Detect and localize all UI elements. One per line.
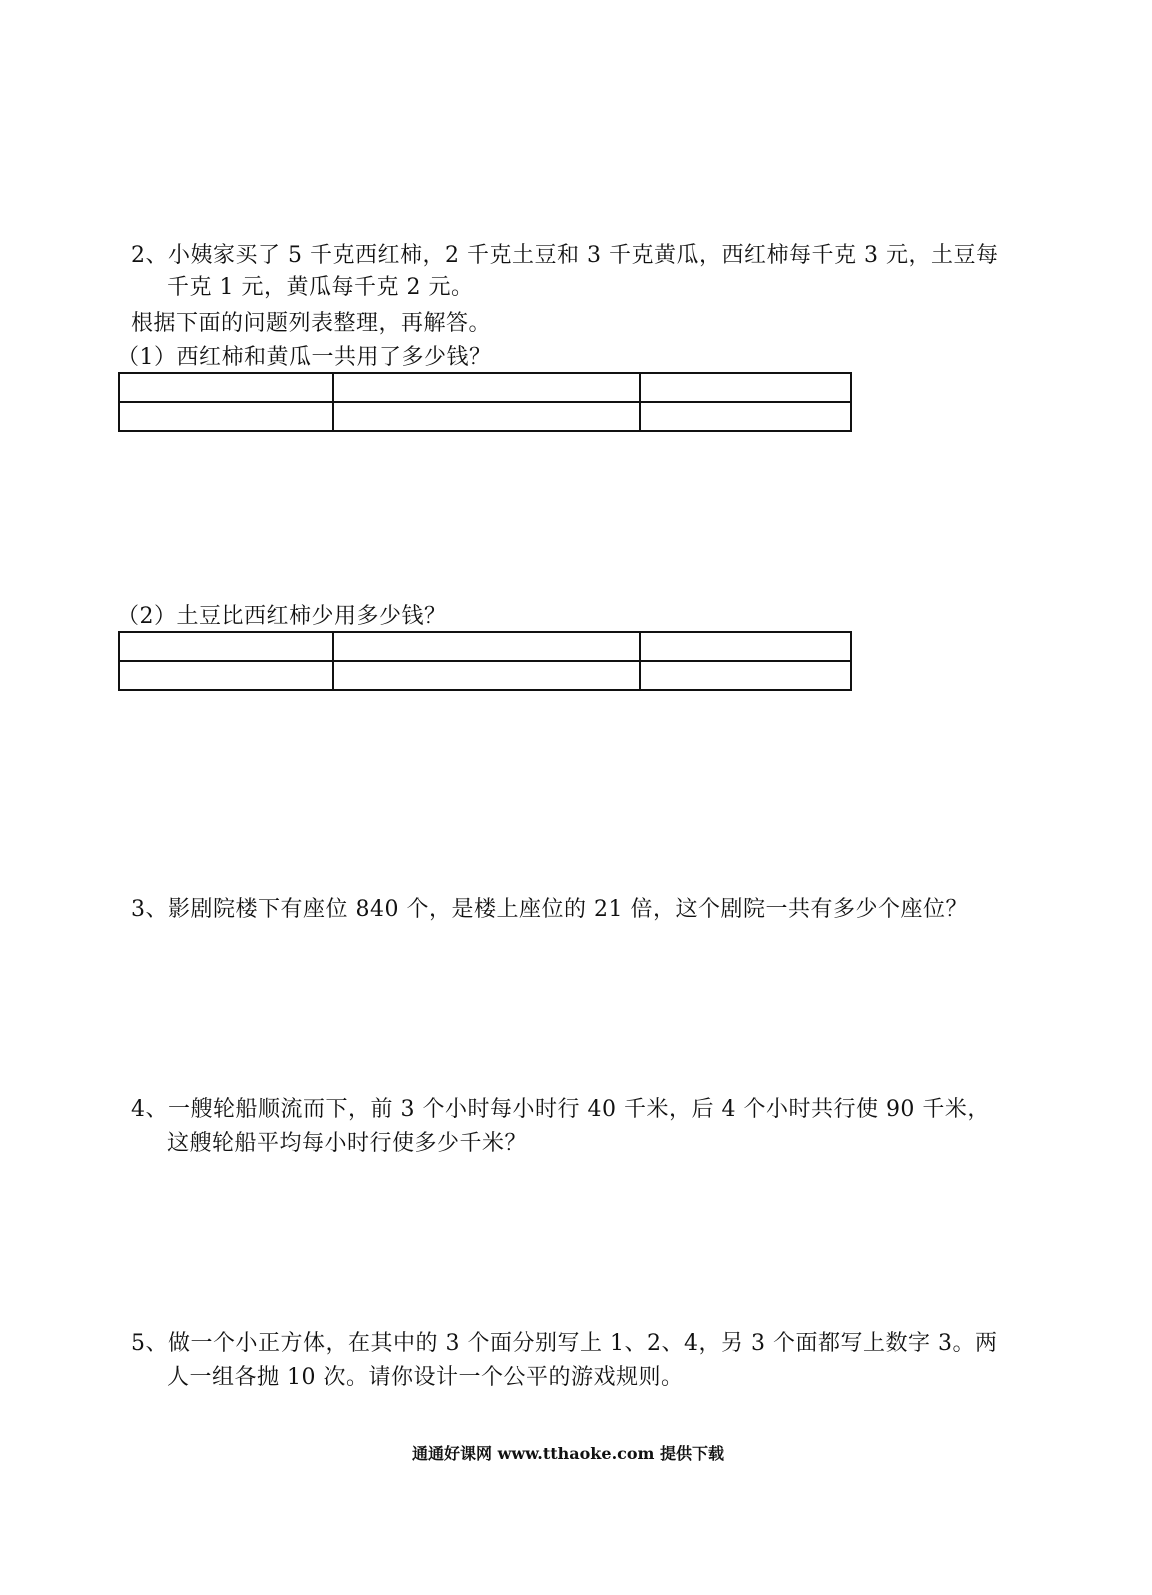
table-row	[119, 402, 851, 431]
table-cell[interactable]	[333, 661, 640, 690]
page-footer: 通通好课网 www.tthaoke.com 提供下载	[412, 1444, 725, 1463]
q2-sub2-question: （2）土豆比西红柿少用多少钱？	[117, 604, 447, 629]
table-row	[119, 661, 851, 690]
q2-line2: 千克 1 元，黄瓜每千克 2 元。	[167, 275, 474, 300]
table-cell[interactable]	[333, 402, 640, 431]
q2-sub2-answer-table	[118, 631, 852, 691]
q2-sub1-answer-table	[118, 372, 852, 432]
q5-line1: 5、做一个小正方体，在其中的 3 个面分别写上 1、2、4，另 3 个面都写上数字 3。两	[131, 1331, 998, 1356]
q4-line2: 这艘轮船平均每小时行使多少千米？	[167, 1131, 528, 1156]
table-row	[119, 373, 851, 402]
q5-line2: 人一组各抛 10 次。请你设计一个公平的游戏规则。	[167, 1365, 684, 1390]
q2-line1: 2、小姨家买了 5 千克西红柿，2 千克土豆和 3 千克黄瓜，西红柿每千克 3 元，土豆每	[131, 243, 999, 268]
table-cell[interactable]	[119, 402, 333, 431]
table-cell[interactable]	[119, 661, 333, 690]
table-cell[interactable]	[640, 402, 851, 431]
q2-sub1-question: （1）西红柿和黄瓜一共用了多少钱？	[117, 345, 492, 370]
q4-line1: 4、一艘轮船顺流而下，前 3 个小时每小时行 40 千米，后 4 个小时共行使 90 千米，	[131, 1097, 990, 1122]
table-cell[interactable]	[333, 632, 640, 661]
q2-instruction: 根据下面的问题列表整理，再解答。	[131, 311, 492, 336]
table-cell[interactable]	[640, 632, 851, 661]
table-cell[interactable]	[640, 373, 851, 402]
q3-line1: 3、影剧院楼下有座位 840 个，是楼上座位的 21 倍，这个剧院一共有多少个座位？	[131, 897, 968, 922]
table-cell[interactable]	[640, 661, 851, 690]
table-cell[interactable]	[119, 373, 333, 402]
table-row	[119, 632, 851, 661]
table-cell[interactable]	[119, 632, 333, 661]
table-cell[interactable]	[333, 373, 640, 402]
